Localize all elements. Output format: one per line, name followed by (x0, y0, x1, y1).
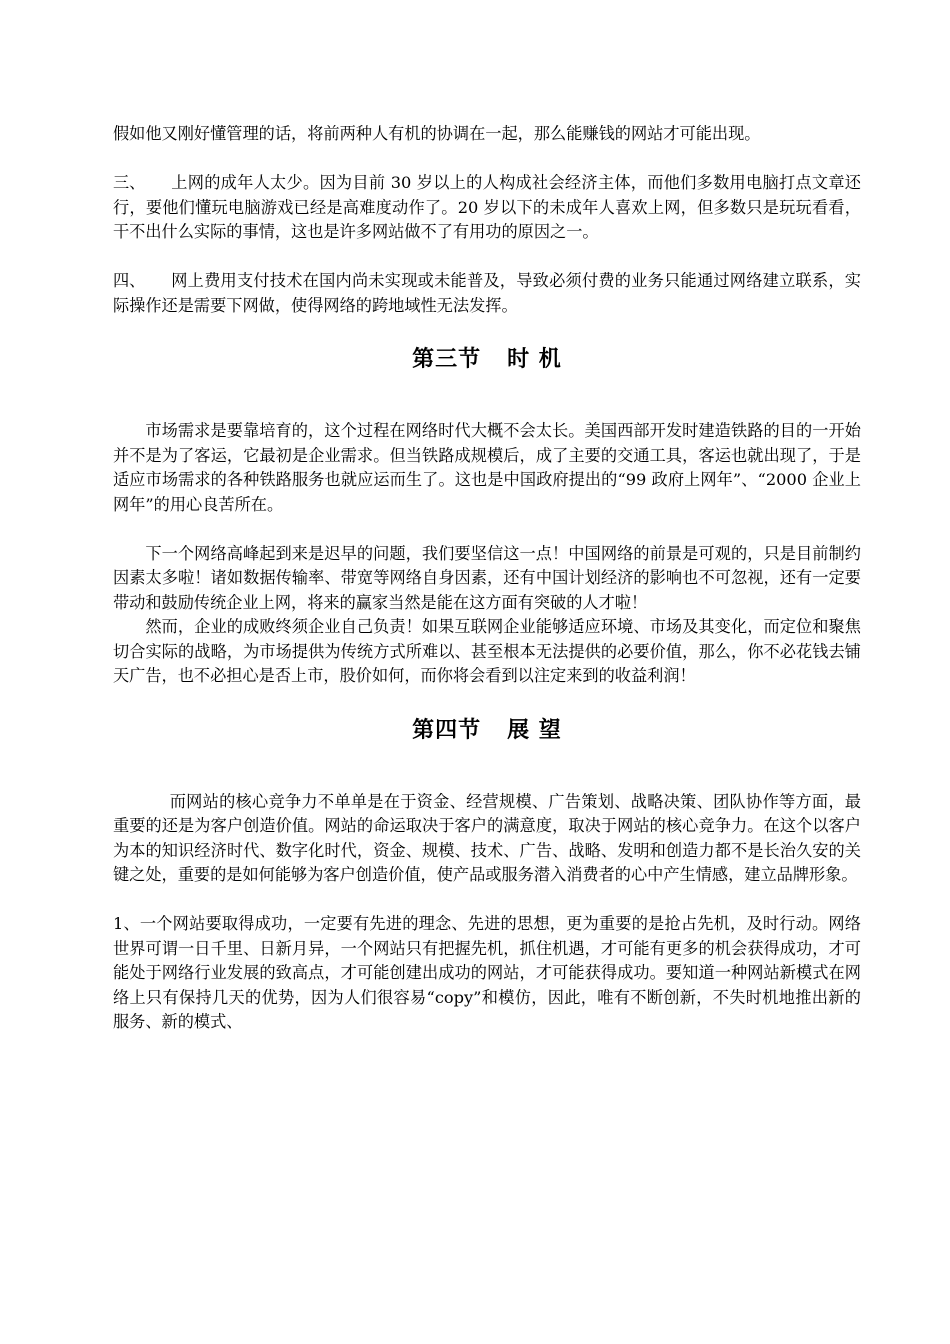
spacer (113, 373, 861, 419)
spacer (113, 517, 861, 542)
section4-paragraph-1: 而网站的核心竞争力不单单是在于资金、经营规模、广告策划、战略决策、团队协作等方面，最重要的还是为客户创造价值。网站的命运取决于客户的满意度，取决于网站的核心竞争力。在这个以客户为本的知识经济时代、数字化时代，资金、规模、技术、广告、战略、发明和创造力都不是长治久安的关键之处，重要的是如何能够为客户创造价值，使产品或服务潜入消费者的心中产生情感，建立品牌形象。 (113, 791, 861, 884)
section3-paragraph-3: 然而，企业的成败终须企业自己负责！如果互联网企业能够适应环境、市场及其变化，而定位和聚焦切合实际的战略，为市场提供为传统方式所难以、甚至根本无法提供的必要价值，那么，你不必花钱去铺天广告，也不必担心是否上市，股价如何，而你将会看到以注定来到的收益利润！ (113, 617, 861, 685)
spacer (113, 245, 861, 270)
spacer (113, 744, 861, 790)
spacer (113, 689, 861, 713)
section3-paragraph-2: 下一个网络高峰起到来是迟早的问题，我们要坚信这一点！中国网络的前景是可观的，只是目前制约因素太多啦！诸如数据传输率、带宽等网络自身因素，还有中国计划经济的影响也不可忽视，还有一定要带动和鼓励传统企业上网，将来的赢家当然是能在这方面有突破的人才啦！ (113, 543, 861, 612)
section4-paragraph-2: 1、一个网站要取得成功，一定要有先进的理念、先进的思想，更为重要的是抢占先机，及时行动。网络世界可谓一日千里、日新月异，一个网站只有把握先机，抓住机遇，才可能有更多的机会获得成功，才可能处于网络行业发展的致高点，才可能创建出成功的网站，才可能获得成功。要知道一种网站新模式在网络上只有保持几天的优势，因为人们很容易“copy”和模仿，因此，唯有不断创新，不失时机地推出新的服务、新的模式、 (113, 914, 861, 1031)
list-number: 四、 (113, 271, 146, 290)
list-item-four (113, 269, 861, 318)
spacer (113, 888, 861, 913)
section-heading-3: 第三节 时 机 (412, 347, 562, 372)
list-item-text: 网上费用支付技术在国内尚未实现或未能普及，导致必须付费的业务只能通过网络建立联系，实际操作还是需要下网做，使得网络的跨地域性无法发挥。 (113, 271, 861, 315)
list-number: 三、 (113, 173, 146, 192)
section3-paragraph-1: 市场需求是要靠培育的，这个过程在网络时代大概不会太长。美国西部开发时建造铁路的目的一开始并不是为了客运，它最初是企业需求。但当铁路成规模后，成了主要的交通工具，客运也就出现了，于是适应市场需求的各种铁路服务也就应运而生了。这也是中国政府提出的“99 政府上网年”、“2000 企业上网年”的用心良苦所在。 (113, 421, 861, 514)
list-item-text: 上网的成年人太少。因为目前 30 岁以上的人构成社会经济主体，而他们多数用电脑打点文章还行，要他们懂玩电脑游戏已经是高难度动作了。20 岁以下的未成年人喜欢上网，但多数只是玩玩看看，干不出什么实际的事情，这也是许多网站做不了有用功的原因之一。 (113, 173, 861, 241)
document-page (113, 122, 861, 1035)
section-heading-4: 第四节 展 望 (412, 717, 562, 743)
spacer (113, 318, 861, 342)
list-item-three (113, 171, 861, 245)
spacer (113, 147, 861, 172)
paragraph-continuation: 假如他又刚好懂管理的话，将前两种人有机的协调在一起，那么能赚钱的网站才可能出现。 (113, 124, 761, 143)
